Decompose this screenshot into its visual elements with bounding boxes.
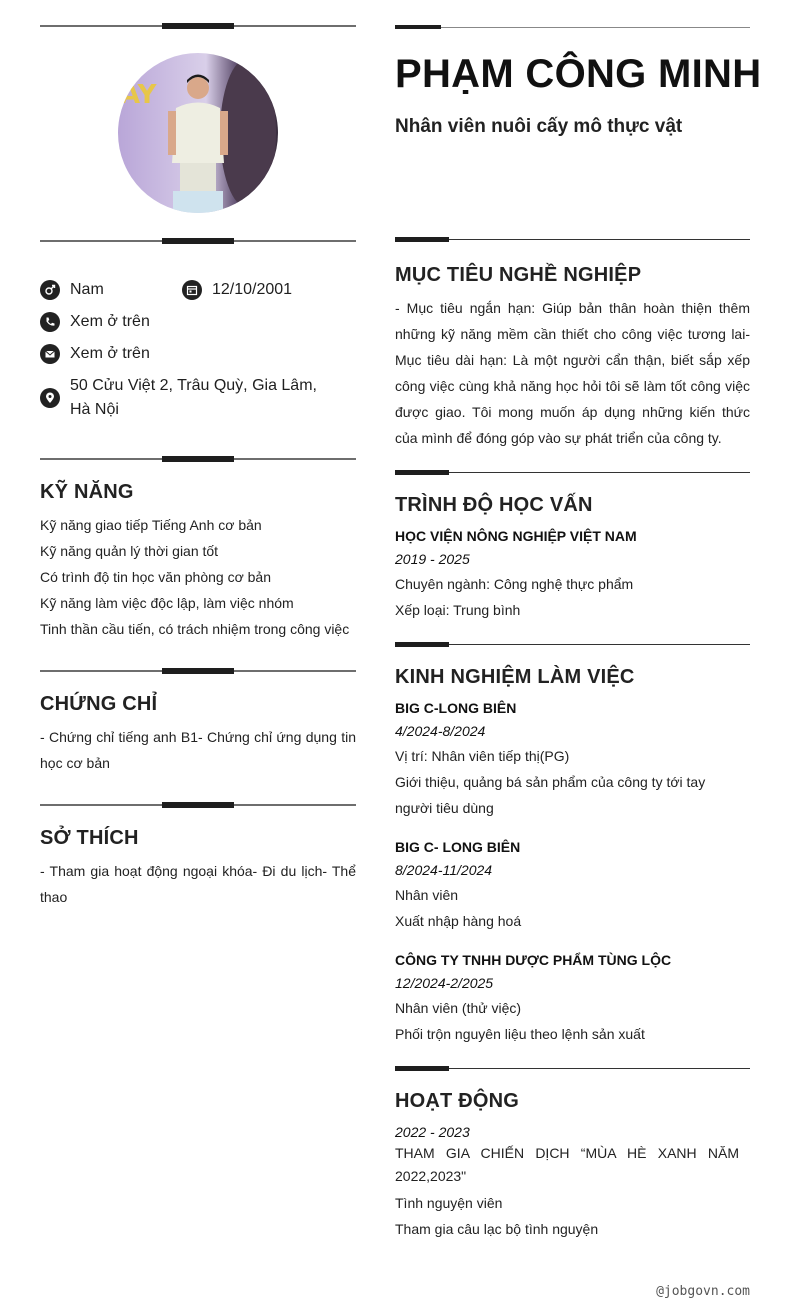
gender-icon bbox=[40, 280, 60, 300]
objective-title: MỤC TIÊU NGHỀ NGHIỆP bbox=[395, 264, 642, 286]
calendar-icon bbox=[182, 280, 202, 300]
education-title: TRÌNH ĐỘ HỌC VẤN bbox=[395, 494, 593, 516]
skill-item: Kỹ năng quản lý thời gian tốt bbox=[40, 543, 219, 559]
activity-description: Tham gia câu lạc bộ tình nguyện bbox=[395, 1221, 599, 1237]
candidate-name: PHẠM CÔNG MINH bbox=[395, 52, 762, 96]
skill-item: Có trình độ tin học văn phòng cơ bản bbox=[40, 569, 271, 585]
certificates-title: CHỨNG CHỈ bbox=[40, 693, 158, 715]
mail-icon bbox=[40, 344, 60, 364]
experience-title: KINH NGHIỆM LÀM VIỆC bbox=[395, 666, 635, 688]
divider bbox=[395, 642, 750, 647]
skills-title: KỸ NĂNG bbox=[40, 481, 134, 503]
avatar-photo bbox=[118, 53, 278, 213]
birthday-row bbox=[182, 278, 292, 302]
job-description: Xuất nhập hàng hoá bbox=[395, 913, 522, 929]
divider bbox=[40, 668, 356, 674]
phone-icon bbox=[40, 312, 60, 332]
job-company: BIG C- LONG BIÊN bbox=[395, 839, 521, 855]
gender-row bbox=[40, 278, 104, 302]
school-name: HỌC VIỆN NÔNG NGHIỆP VIỆT NAM bbox=[395, 528, 637, 544]
hobbies-text: - Tham gia hoạt động ngoại khóa- Đi du lịch- Thể thao bbox=[40, 863, 356, 905]
divider bbox=[395, 470, 750, 475]
activity-role: Tình nguyện viên bbox=[395, 1195, 503, 1211]
location-pin-icon bbox=[40, 388, 60, 408]
job-period: 12/2024-2/2025 bbox=[395, 975, 494, 991]
divider bbox=[395, 1066, 750, 1071]
phone-value: Xem ở trên bbox=[70, 313, 150, 330]
watermark: @jobgovn.com bbox=[656, 1284, 750, 1299]
divider bbox=[395, 25, 750, 30]
job-period: 4/2024-8/2024 bbox=[395, 723, 486, 739]
education-major: Chuyên ngành: Công nghệ thực phẩm bbox=[395, 576, 634, 592]
svg-text:AY: AY bbox=[120, 80, 157, 110]
address-value: 50 Cửu Việt 2, Trâu Quỳ, Gia Lâm, Hà Nội bbox=[70, 377, 317, 418]
divider bbox=[40, 802, 356, 808]
activities-title: HOẠT ĐỘNG bbox=[395, 1090, 520, 1112]
email-value: Xem ở trên bbox=[70, 345, 150, 362]
gender-value: Nam bbox=[70, 281, 104, 298]
job-title: Nhân viên nuôi cấy mô thực vật bbox=[395, 116, 683, 137]
job-company: BIG C-LONG BIÊN bbox=[395, 700, 517, 716]
skill-item: Tinh thần cầu tiến, có trách nhiệm trong công việc bbox=[40, 621, 350, 637]
avatar bbox=[118, 53, 278, 213]
education-rank: Xếp loại: Trung bình bbox=[395, 602, 521, 618]
phone-row bbox=[40, 310, 150, 334]
job-position: Nhân viên bbox=[395, 887, 459, 903]
skill-item: Kỹ năng giao tiếp Tiếng Anh cơ bản bbox=[40, 517, 262, 533]
divider bbox=[395, 237, 750, 242]
divider bbox=[40, 23, 356, 29]
email-row bbox=[40, 342, 150, 366]
hobbies-title: SỞ THÍCH bbox=[40, 827, 139, 849]
job-position: Vị trí: Nhân viên tiếp thị(PG) bbox=[395, 748, 570, 764]
divider bbox=[40, 456, 356, 462]
address-row bbox=[40, 374, 330, 422]
activity-period: 2022 - 2023 bbox=[395, 1124, 470, 1140]
job-position: Nhân viên (thử việc) bbox=[395, 1000, 522, 1016]
job-period: 8/2024-11/2024 bbox=[395, 862, 493, 878]
job-description: Giới thiệu, quảng bá sản phẩm của công ty tới tay người tiêu dùng bbox=[395, 774, 706, 816]
certificates-text: - Chứng chỉ tiếng anh B1- Chứng chỉ ứng dụng tin học cơ bản bbox=[40, 729, 356, 771]
activity-name: THAM GIA CHIẾN DỊCH “MÙA HÈ XANH NĂM 2022,2023" bbox=[395, 1145, 739, 1184]
birthday-value: 12/10/2001 bbox=[212, 281, 293, 298]
job-description: Phối trộn nguyên liệu theo lệnh sản xuất bbox=[395, 1026, 645, 1042]
job-company: CÔNG TY TNHH DƯỢC PHẨM TÙNG LỘC bbox=[395, 952, 672, 968]
education-period: 2019 - 2025 bbox=[395, 551, 470, 567]
skill-item: Kỹ năng làm việc độc lập, làm việc nhóm bbox=[40, 595, 294, 611]
divider bbox=[40, 238, 356, 244]
objective-text: - Mục tiêu ngắn hạn: Giúp bản thân hoàn thiện thêm những kỹ năng mềm cần thiết cho công việc tương lai- Mục tiêu dài hạn: Là một người cẩn thận, biết sắp xếp công việc cùng khả năng học hỏi tôi sẽ làm tốt công việc được giao. Tôi mong muốn áp dụng những kiến thức của mình để đóng góp vào sự phát triển của công ty. bbox=[395, 300, 750, 446]
